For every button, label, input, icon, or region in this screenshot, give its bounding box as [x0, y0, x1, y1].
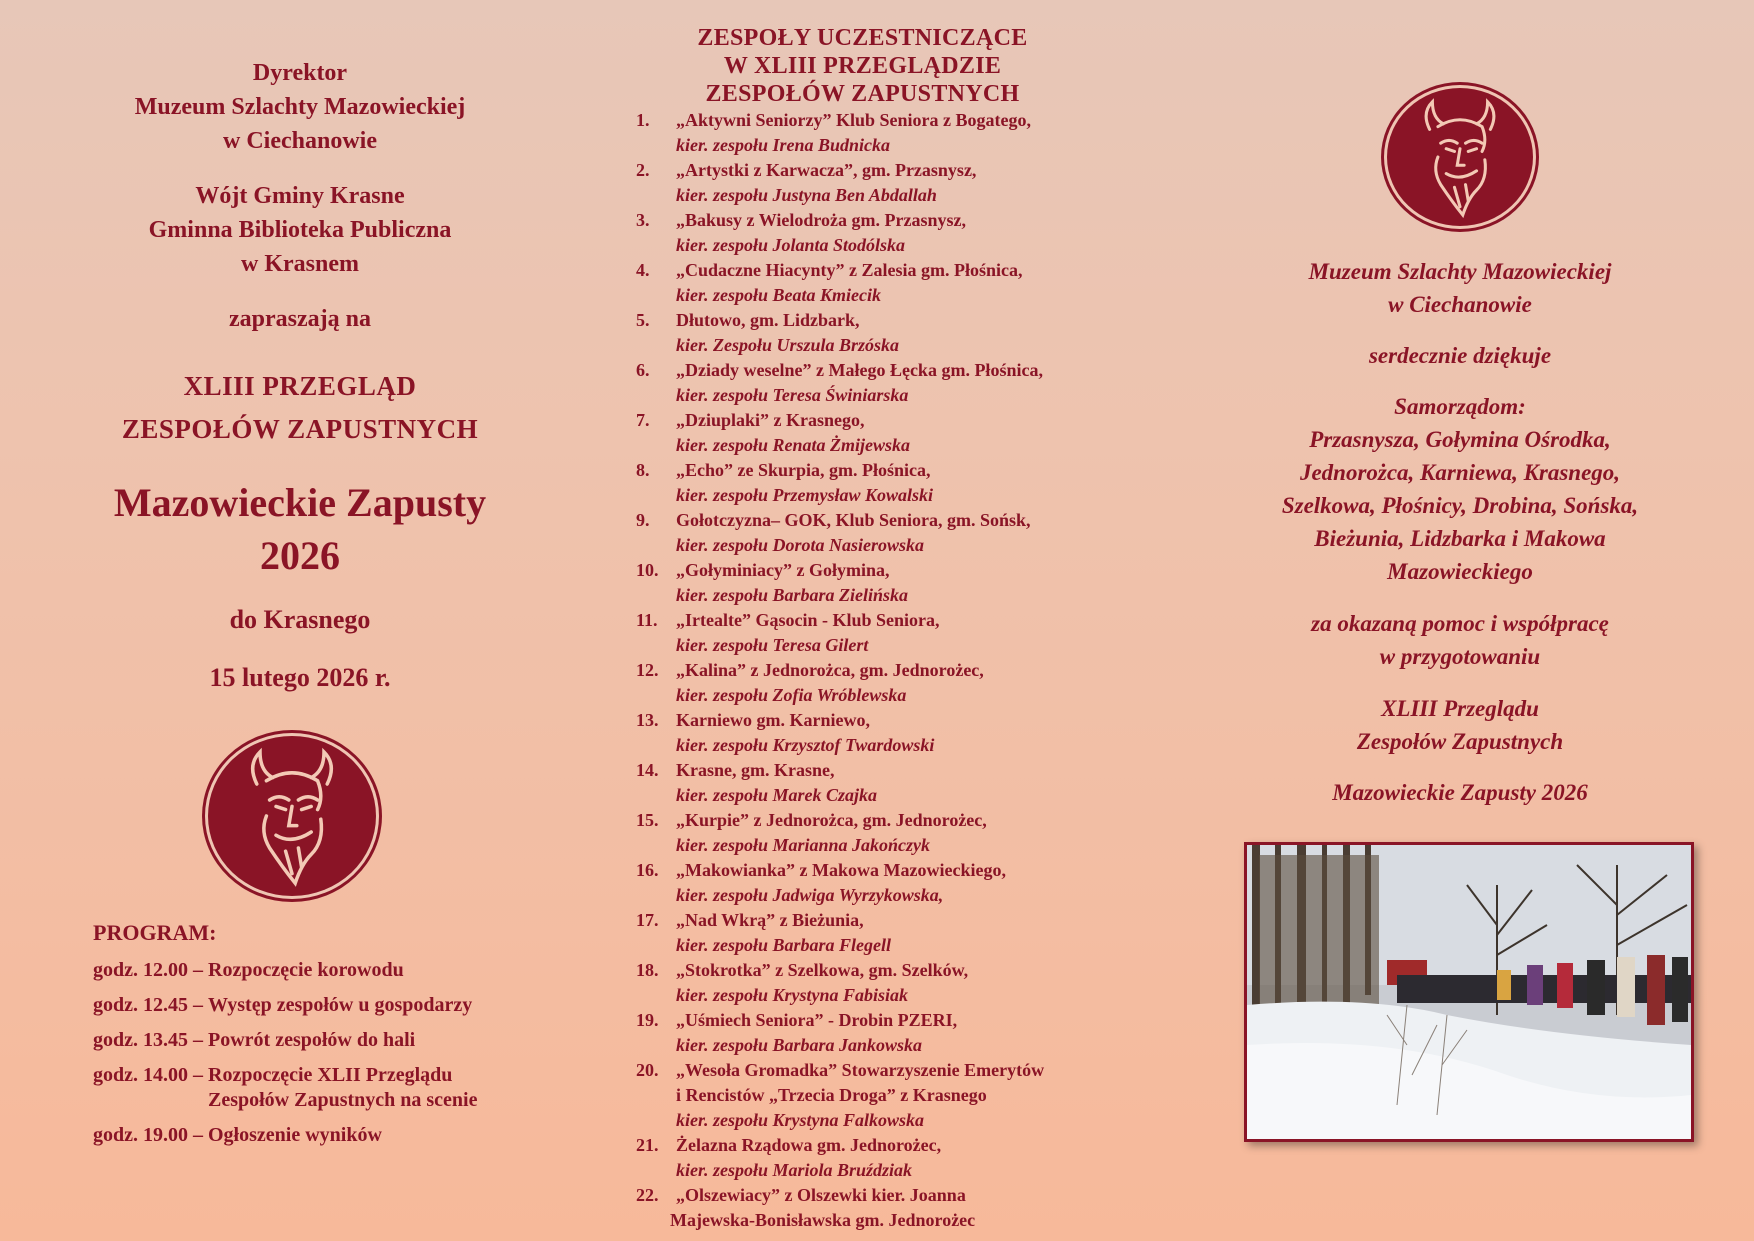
team-number: 14. — [636, 760, 659, 780]
review-line: XLIII Przeglądu — [1381, 696, 1539, 721]
museum-line: w Ciechanowie — [1388, 292, 1532, 317]
event-name-right: Mazowieckie Zapusty 2026 — [1332, 780, 1588, 805]
samorzady-line: Szelkowa, Płośnicy, Drobina, Sońska, — [1281, 493, 1639, 518]
team-leader: kier. zespołu Przemysław Kowalski — [676, 485, 934, 505]
program-item: godz. 13.45 – Powrót zespołów do hali — [93, 1029, 416, 1051]
team-name: „Kalina” z Jednorożca, gm. Jednorożec, — [676, 660, 984, 680]
team-number: 2. — [636, 160, 650, 180]
team-name: „Gołyminiacy” z Gołymina, — [676, 560, 890, 580]
organizer-line: w Ciechanowie — [223, 128, 377, 154]
event-title-line: ZESPOŁÓW ZAPUSTNYCH — [121, 414, 479, 444]
team-item — [636, 208, 1096, 258]
review-line: Zespołów Zapustnych — [1356, 729, 1564, 754]
team-number: 17. — [636, 910, 659, 930]
event-title-line: XLIII PRZEGLĄD — [183, 371, 417, 401]
team-number: 15. — [636, 810, 659, 830]
team-leader: kier. zespołu Krystyna Fabisiak — [676, 985, 909, 1005]
team-item — [636, 108, 1096, 158]
team-name: Dłutowo, gm. Lidzbark, — [676, 310, 860, 330]
team-leader: kier. zespołu Teresa Gilert — [676, 635, 869, 655]
team-leader: kier. zespołu Teresa Świniarska — [676, 385, 909, 405]
help-line: w przygotowaniu — [1379, 644, 1541, 669]
team-item — [636, 258, 1096, 308]
samorzady-line: Przasnysza, Gołymina Ośrodka, — [1309, 427, 1611, 452]
organizer-line: Dyrektor — [252, 60, 348, 86]
team-number: 22. — [636, 1185, 659, 1205]
team-item — [636, 1008, 1096, 1058]
team-name: „Olszewiacy” z Olszewki kier. Joanna — [676, 1185, 966, 1205]
event-date: 15 lutego 2026 r. — [209, 663, 391, 692]
team-leader: kier. zespołu Barbara Zielińska — [676, 585, 909, 605]
program-section — [93, 920, 573, 1158]
team-leader: kier. zespołu Dorota Nasierowska — [676, 535, 925, 555]
team-item — [636, 858, 1096, 908]
team-item — [636, 1058, 1096, 1133]
team-number: 1. — [636, 110, 650, 130]
team-leader: kier. zespołu Justyna Ben Abdallah — [676, 185, 937, 205]
team-number: 19. — [636, 1010, 659, 1030]
teams-panel — [620, 0, 1090, 1241]
team-number: 10. — [636, 560, 659, 580]
samorzady-line: Jednorożca, Karniewa, Krasnego, — [1299, 460, 1621, 485]
teams-heading: ZESPOŁY UCZESTNICZĄCE W XLIII PRZEGLĄDZIE ZESPOŁÓW ZAPUSTNYCH — [697, 25, 1028, 107]
team-number: 4. — [636, 260, 650, 280]
team-leader: kier. zespołu Mariola Bruździak — [676, 1160, 913, 1180]
team-number: 9. — [636, 510, 650, 530]
team-name: Krasne, gm. Krasne, — [676, 760, 835, 780]
team-leader: kier. Zespołu Urszula Brzóska — [676, 335, 900, 355]
team-name: „Dziuplaki” z Krasnego, — [676, 410, 865, 430]
devil-mask-icon — [1387, 88, 1533, 226]
team-number: 20. — [636, 1060, 659, 1080]
team-leader: kier. zespołu Jadwiga Wyrzykowska, — [676, 885, 944, 905]
organizer-line: Muzeum Szlachty Mazowieckiej — [134, 94, 466, 120]
team-number: 13. — [636, 710, 659, 730]
team-number: 7. — [636, 410, 650, 430]
invite-text: zapraszają na — [229, 306, 371, 332]
team-item — [636, 158, 1096, 208]
winter-parade-photo — [1244, 842, 1694, 1142]
event-name-line: 2026 — [260, 533, 340, 578]
team-number: 12. — [636, 660, 659, 680]
program-item: godz. 19.00 – Ogłoszenie wyników — [93, 1124, 382, 1146]
team-leader: kier. zespołu Marek Czajka — [676, 785, 878, 805]
team-number: 3. — [636, 210, 650, 230]
team-number: 16. — [636, 860, 659, 880]
program-item: godz. 14.00 – Rozpoczęcie XLII Przeglądu Zespołów Zapustnych na scenie — [93, 1064, 478, 1111]
team-name: Gołotczyzna– GOK, Klub Seniora, gm. Sońsk, — [676, 510, 1031, 530]
event-name-line: Mazowieckie Zapusty — [113, 480, 487, 525]
program-item: godz. 12.45 – Występ zespołów u gospodarzy — [93, 994, 473, 1016]
team-leader: kier. zespołu Beata Kmiecik — [676, 285, 881, 305]
team-number: 6. — [636, 360, 650, 380]
samorzady-line: Bieżunia, Lidzbarka i Makowa — [1314, 526, 1606, 551]
team-name: „Kurpie” z Jednorożca, gm. Jednorożec, — [676, 810, 987, 830]
organizer-line: w Krasnem — [241, 251, 359, 277]
team-leader: kier. zespołu Barbara Flegell — [676, 935, 892, 955]
team-name: „Uśmiech Seniora” - Drobin PZERI, — [676, 1010, 958, 1030]
team-item — [636, 1133, 1096, 1183]
team-number: 18. — [636, 960, 659, 980]
team-item — [636, 958, 1096, 1008]
samorzady-line: Mazowieckiego — [1387, 559, 1533, 584]
team-leader: kier. zespołu Barbara Jankowska — [676, 1035, 923, 1055]
team-leader: kier. zespołu Irena Budnicka — [676, 135, 891, 155]
team-name: „Aktywni Seniorzy” Klub Seniora z Bogatego, — [676, 110, 1032, 130]
program-heading: PROGRAM: — [93, 920, 217, 945]
team-item — [636, 608, 1096, 658]
team-name: „Echo” ze Skurpia, gm. Płośnica, — [676, 460, 931, 480]
team-item — [636, 558, 1096, 608]
team-name: „Cudaczne Hiacynty” z Zalesia gm. Płośnica, — [676, 260, 1023, 280]
team-item — [636, 708, 1096, 758]
team-number: 21. — [636, 1135, 659, 1155]
team-name: „Wesoła Gromadka” Stowarzyszenie Emerytów — [676, 1060, 1045, 1080]
team-item — [636, 358, 1096, 408]
event-place: do Krasnego — [229, 605, 371, 634]
team-name: Majewska-Bonisławska gm. Jednorożec — [670, 1210, 976, 1230]
team-leader: kier. zespołu Marianna Jakończyk — [676, 835, 931, 855]
team-name: „Makowianka” z Makowa Mazowieckiego, — [676, 860, 1006, 880]
team-item — [636, 408, 1096, 458]
team-number: 8. — [636, 460, 650, 480]
team-name: „Artystki z Karwacza”, gm. Przasnysz, — [676, 160, 977, 180]
team-name: Żelazna Rządowa gm. Jednorożec, — [676, 1135, 942, 1155]
team-name: Karniewo gm. Karniewo, — [676, 710, 870, 730]
organizer-line: Gminna Biblioteka Publiczna — [148, 217, 452, 243]
team-leader: kier. zespołu Renata Żmijewska — [676, 435, 911, 455]
team-name: „Dziady weselne” z Małego Łęcka gm. Płośnica, — [676, 360, 1043, 380]
samorzady-line: Samorządom: — [1394, 394, 1526, 419]
teams-list — [636, 108, 1096, 1233]
team-item — [636, 458, 1096, 508]
team-item — [636, 1183, 1096, 1233]
team-leader: kier. zespołu Zofia Wróblewska — [676, 685, 907, 705]
museum-line: Muzeum Szlachty Mazowieckiej — [1308, 259, 1612, 284]
team-leader: kier. zespołu Krystyna Falkowska — [676, 1110, 925, 1130]
team-name: „Stokrotka” z Szelkowa, gm. Szelków, — [676, 960, 969, 980]
program-item: godz. 12.00 – Rozpoczęcie korowodu — [93, 959, 404, 981]
team-item — [636, 658, 1096, 708]
help-line: za okazaną pomoc i współpracę — [1311, 611, 1609, 636]
team-item — [636, 808, 1096, 858]
team-item — [636, 308, 1096, 358]
team-name: „Bakusy z Wielodroża gm. Przasnysz, — [676, 210, 967, 230]
organizer-line: Wójt Gminy Krasne — [195, 183, 405, 209]
team-name: „Irtealte” Gąsocin - Klub Seniora, — [676, 610, 940, 630]
team-leader: kier. zespołu Jolanta Stodólska — [676, 235, 906, 255]
team-name: i Rencistów „Trzecia Droga” z Krasnego — [676, 1085, 987, 1105]
devil-mask-icon — [208, 736, 376, 896]
team-item — [636, 508, 1096, 558]
team-item — [636, 758, 1096, 808]
team-item — [636, 908, 1096, 958]
team-number: 5. — [636, 310, 650, 330]
team-number: 11. — [636, 610, 658, 630]
team-leader: kier. zespołu Krzysztof Twardowski — [676, 735, 935, 755]
thanks-text: serdecznie dziękuje — [1368, 343, 1552, 368]
team-name: „Nad Wkrą” z Bieżunia, — [676, 910, 864, 930]
left-panel — [0, 0, 600, 1241]
